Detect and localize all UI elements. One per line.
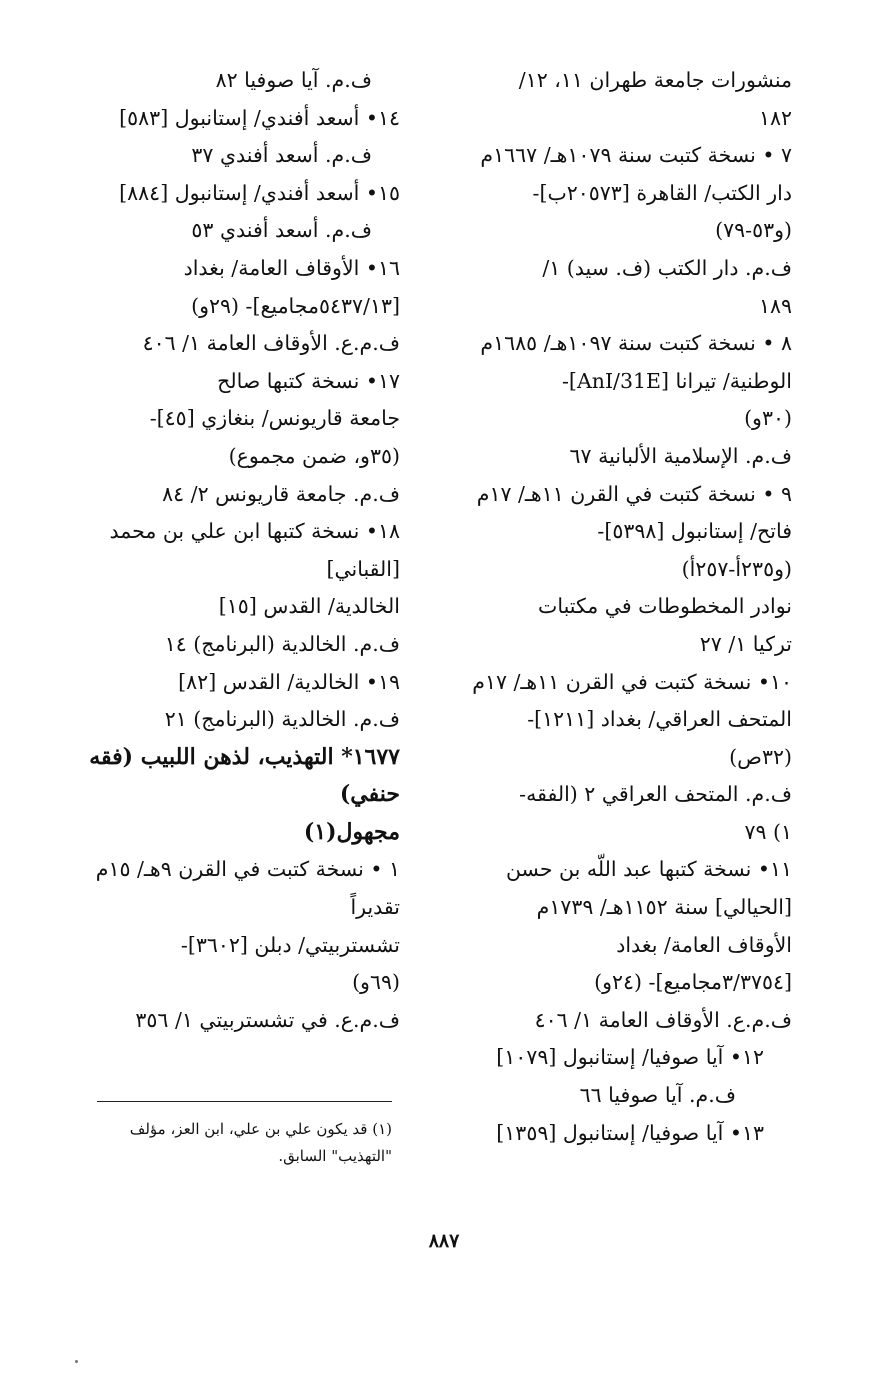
entry-line: ١) ٧٩ (744, 819, 792, 844)
entry-line: [القباني] (326, 556, 400, 581)
entry-line: [٣/٣٧٥٤مجاميع]- (٢٤و) (594, 970, 792, 995)
entry-line: ١٨٩ (758, 293, 792, 318)
entry-line: تركيا ١/ ٢٧ (699, 631, 792, 656)
entry-line: ١ • نسخة كتبت في القرن ٩هـ/ ١٥م (95, 857, 400, 882)
right-column (442, 62, 792, 1152)
entry-line: ١٤• أسعد أفندي/ إستانبول [٥٨٣] (119, 105, 400, 130)
entry-line: نوادر المخطوطات في مكتبات (538, 594, 792, 619)
entry-line: [٥٤٣٧/١٣مجاميع]- (٢٩و) (191, 293, 400, 318)
entry-line: ٩ • نسخة كتبت في القرن ١١هـ/ ١٧م (476, 481, 792, 506)
entry-line: (٣٢ص) (729, 744, 792, 769)
entry-line: فاتح/ إستانبول [٥٣٩٨]- (597, 519, 792, 544)
entry-line: ٨ • نسخة كتبت سنة ١٠٩٧هـ/ ١٦٨٥م (480, 331, 792, 356)
entry-line: ف.م.ع. في تشستربيتي ١/ ٣٥٦ (135, 1007, 400, 1032)
entry-line: مجهول(١) (303, 818, 400, 845)
entry-line: [الحيالي] سنة ١١٥٢هـ/ ١٧٣٩م (536, 895, 792, 920)
entry-line: الوطنية/ تيرانا [AnI/31E]- (562, 368, 792, 393)
entry-line: تشستربيتي/ دبلن [٣٦٠٢]- (180, 932, 400, 957)
entry-line: منشورات جامعة طهران ١١، ١٢/ (518, 68, 792, 92)
entry-line: ف.م. آيا صوفيا ٨٢ (215, 68, 372, 92)
entry-line: ١٦• الأوقاف العامة/ بغداد (183, 255, 400, 280)
scan-speck (75, 1360, 78, 1363)
entry-line: ١٧• نسخة كتبها صالح (217, 368, 400, 393)
page-number: ٨٨٧ (428, 1230, 460, 1252)
entry-line: ١٣• آيا صوفيا/ إستانبول [١٣٥٩] (496, 1120, 764, 1145)
footnote (48, 1116, 392, 1170)
entry-line: ف.م. أسعد أفندي ٥٣ (191, 218, 372, 243)
entry-line: (٣٠و) (744, 406, 792, 431)
entry-line: ٧ • نسخة كتبت سنة ١٠٧٩هـ/ ١٦٦٧م (480, 143, 792, 168)
entry-line: ١٥• أسعد أفندي/ إستانبول [٨٨٤] (119, 180, 400, 205)
entry-line: ف.م. الإسلامية الألبانية ٦٧ (569, 443, 792, 468)
entry-line: ١٠• نسخة كتبت في القرن ١١هـ/ ١٧م (472, 669, 792, 694)
entry-line: ف.م. جامعة قاريونس ٢/ ٨٤ (162, 481, 400, 506)
entry-line: (و٢٣٥أ-٢٥٧أ) (681, 556, 792, 581)
entry-line: ف.م.ع. الأوقاف العامة ١/ ٤٠٦ (142, 331, 400, 356)
entry-line: دار الكتب/ القاهرة [٢٠٥٧٣ب]- (532, 180, 792, 205)
entry-line: ف.م. دار الكتب (ف. سيد) ١/ (542, 255, 792, 280)
entry-line: ف.م. آيا صوفيا ٦٦ (579, 1083, 736, 1108)
footnote-separator (97, 1101, 392, 1102)
entry-line: ١٨٢ (758, 105, 792, 130)
entry-line: ف.م. الخالدية (البرنامج) ١٤ (164, 631, 400, 656)
entry-line: المتحف العراقي/ بغداد [١٢١١]- (527, 707, 792, 732)
entry-line: ف.م.ع. الأوقاف العامة ١/ ٤٠٦ (534, 1007, 792, 1032)
entry-line: ١٢• آيا صوفيا/ إستانبول [١٠٧٩] (496, 1045, 764, 1070)
entry-line: الأوقاف العامة/ بغداد (616, 932, 792, 957)
entry-line: ف.م. الخالدية (البرنامج) ٢١ (164, 707, 400, 732)
entry-line: جامعة قاريونس/ بنغازي [٤٥]- (149, 406, 400, 431)
entry-line: الخالدية/ القدس [١٥] (218, 594, 400, 619)
entry-line: تقديراً (350, 895, 400, 920)
entry-line: (و٥٣-٧٩) (715, 218, 792, 243)
entry-line: ١٦٧٧* التهذيب، لذهن اللبيب (فقه (89, 743, 400, 770)
entry-line: (٦٩و) (352, 970, 400, 995)
footnote-line: (١) قد يكون علي بن علي، ابن العز، مؤلف (129, 1120, 392, 1138)
entry-line: (٣٥و، ضمن مجموع) (228, 443, 400, 468)
left-column (50, 62, 400, 1039)
footnote-line: "التهذيب" السابق. (278, 1147, 392, 1165)
entry-line: ١٨• نسخة كتبها ابن علي بن محمد (109, 519, 400, 544)
entry-line: ١١• نسخة كتبها عبد اللّه بن حسن (505, 857, 792, 882)
entry-line: ف.م. المتحف العراقي ٢ (الفقه- (519, 782, 792, 807)
entry-line: حنفي) (339, 781, 400, 808)
entry-line: ف.م. أسعد أفندي ٣٧ (191, 143, 372, 168)
entry-line: ١٩• الخالدية/ القدس [٨٢] (178, 669, 400, 694)
